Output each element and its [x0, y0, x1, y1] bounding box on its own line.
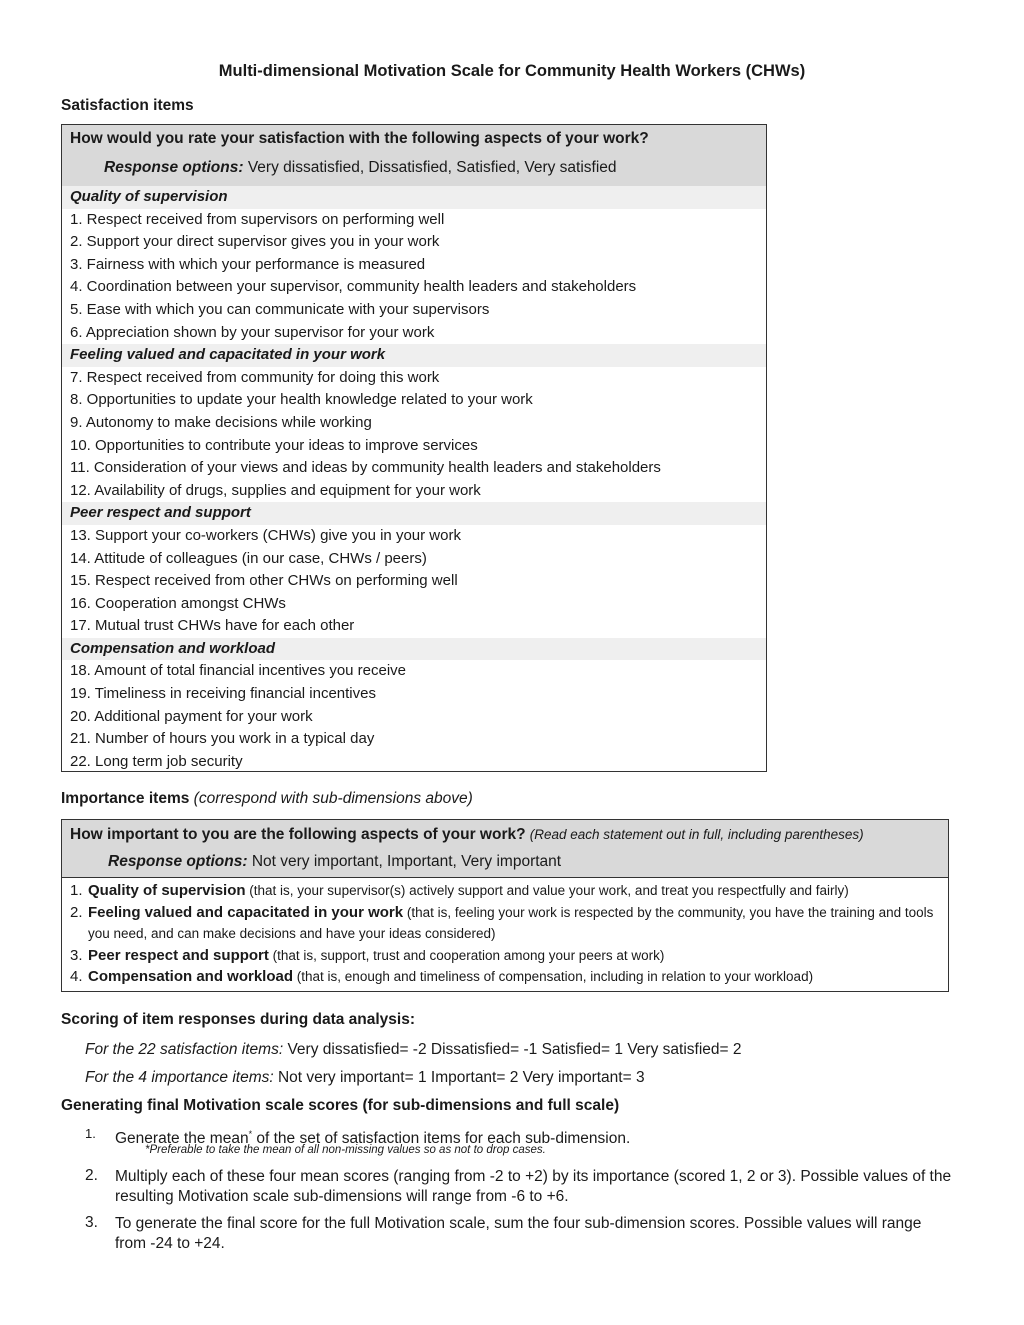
satisfaction-heading-text: Satisfaction items [61, 97, 194, 114]
importance-item-number: 1. [70, 882, 83, 899]
item-row: 15. Respect received from other CHWs on performing well [70, 572, 458, 590]
importance-item [70, 966, 940, 988]
importance-item-description: (that is, support, trust and cooperation among your peers at work) [268, 947, 665, 963]
step-3-text: To generate the final score for the full Motivation scale, sum the four sub-dimension scores. Possible values will range from -24 to +24. [115, 1215, 922, 1252]
item-row: 8. Opportunities to update your health knowledge related to your work [70, 391, 533, 409]
step-1-asterisk: * [248, 1129, 253, 1139]
importance-question-note: (Read each statement out in full, including parentheses) [529, 827, 864, 842]
item-row: 13. Support your co-workers (CHWs) give you in your work [70, 526, 461, 544]
category-row: Quality of supervision [62, 186, 766, 209]
satisfaction-question: How would you rate your satisfaction with the following aspects of your work? [70, 130, 649, 147]
importance-item-title: Peer respect and support [88, 946, 269, 964]
item-row: 1. Respect received from supervisors on performing well [70, 210, 445, 228]
item-row: 10. Opportunities to contribute your ideas to improve services [70, 436, 478, 454]
importance-question [70, 826, 864, 844]
item-row: 16. Cooperation amongst CHWs [70, 594, 286, 612]
importance-scoring-values: Not very important= 1 Important= 2 Very important= 3 [273, 1069, 645, 1086]
importance-heading-text: Importance items [61, 790, 190, 807]
step-3 [85, 1214, 955, 1254]
importance-table-header [62, 820, 948, 878]
importance-items [70, 880, 940, 988]
item-row: 19. Timeliness in receiving financial incentives [70, 685, 376, 703]
importance-item-text [88, 880, 849, 902]
category-row: Feeling valued and capacitated in your work [62, 344, 766, 367]
importance-item-number: 3. [70, 946, 83, 964]
importance-item-number: 4. [70, 968, 83, 985]
importance-item-title: Quality of supervision [88, 882, 246, 899]
item-row: 17. Mutual trust CHWs have for each other [70, 617, 355, 635]
scoring-heading: Scoring of item responses during data analysis: [61, 1011, 416, 1028]
satisfaction-heading [61, 97, 194, 115]
importance-scoring-line [85, 1069, 645, 1087]
satisfaction-table [61, 124, 767, 772]
step-2 [85, 1167, 955, 1207]
importance-heading [61, 790, 473, 808]
importance-item-description: (that is, enough and timeliness of compensation, including in relation to your workload) [293, 969, 814, 984]
response-options-label: Response options: [104, 159, 244, 176]
item-row: 7. Respect received from community for doing this work [70, 368, 440, 386]
satisfaction-rows [62, 186, 766, 773]
importance-response-options [108, 853, 561, 871]
item-row: 3. Fairness with which your performance is measured [70, 255, 426, 273]
importance-item-description: (that is, feeling your work is respected by the community, you have the training and tools you need, and can make decisions and have your ideas considered) [88, 904, 934, 941]
step-3-number: 3. [85, 1214, 98, 1231]
generating-heading: Generating final Motivation scale scores (for sub-dimensions and full scale) [61, 1097, 620, 1114]
item-row: 4. Coordination between your supervisor, community health leaders and stakeholders [70, 278, 637, 296]
importance-item-title: Compensation and workload [88, 968, 294, 985]
item-row: 14. Attitude of colleagues (in our case, CHWs / peers) [70, 549, 427, 567]
item-row: 22. Long term job security [70, 752, 243, 770]
importance-item-title: Feeling valued and capacitated in your work [88, 903, 404, 921]
importance-item [70, 902, 940, 945]
item-row: 6. Appreciation shown by your supervisor for your work [70, 323, 435, 341]
satisfaction-scoring-line [85, 1041, 741, 1059]
importance-table [61, 819, 949, 992]
item-row: 2. Support your direct supervisor gives you in your work [70, 233, 440, 251]
importance-response-values: Not very important, Important, Very important [247, 853, 562, 870]
response-options-values: Very dissatisfied, Dissatisfied, Satisfied, Very satisfied [243, 159, 617, 176]
category-row: Peer respect and support [62, 502, 766, 525]
importance-item-text [88, 902, 940, 945]
item-row: 12. Availability of drugs, supplies and equipment for your work [70, 481, 481, 499]
item-row: 21. Number of hours you work in a typical day [70, 730, 375, 748]
step-2-number: 2. [85, 1167, 98, 1184]
importance-item-number: 2. [70, 903, 83, 921]
step-1-text-b: of the set of satisfaction items for each sub-dimension. [252, 1130, 631, 1148]
page-title: Multi-dimensional Motivation Scale for Community Health Workers (CHWs) [218, 62, 806, 80]
satisfaction-response-options [104, 159, 617, 177]
step-1-note: *Preferable to take the mean of all non-missing values so as not to drop cases. [145, 1144, 546, 1156]
item-row: 18. Amount of total financial incentives you receive [70, 662, 407, 680]
importance-item-description: (that is, your supervisor(s) actively support and value your work, and treat you respectfully and fairly) [245, 883, 849, 898]
step-1-number: 1. [85, 1126, 96, 1141]
importance-response-label: Response options: [108, 853, 248, 870]
category-row: Compensation and workload [62, 638, 766, 661]
importance-scoring-label: For the 4 importance items: [85, 1069, 274, 1086]
step-2-text: Multiply each of these four mean scores (ranging from -2 to +2) by its importance (scored 1, 2 or 3). Possible values of the resulting Motivation scale sub-dimensions will range from -6 to +6. [115, 1168, 952, 1205]
importance-item-text [88, 945, 664, 967]
importance-item-text [88, 966, 813, 988]
item-row: 20. Additional payment for your work [70, 707, 313, 725]
importance-question-text: How important to you are the following aspects of your work? [70, 826, 526, 843]
satisfaction-scoring-values: Very dissatisfied= -2 Dissatisfied= -1 Satisfied= 1 Very satisfied= 2 [283, 1041, 742, 1058]
step-1-text-a: Generate the mean [115, 1130, 249, 1148]
satisfaction-table-header [62, 125, 766, 187]
item-row: 9. Autonomy to make decisions while working [70, 413, 372, 431]
importance-item [70, 945, 940, 967]
importance-item [70, 880, 940, 902]
satisfaction-scoring-label: For the 22 satisfaction items: [85, 1041, 284, 1058]
item-row: 11. Consideration of your views and ideas by community health leaders and stakeholders [70, 459, 661, 477]
item-row: 5. Ease with which you can communicate with your supervisors [70, 300, 490, 318]
importance-heading-note: (correspond with sub-dimensions above) [193, 790, 473, 807]
